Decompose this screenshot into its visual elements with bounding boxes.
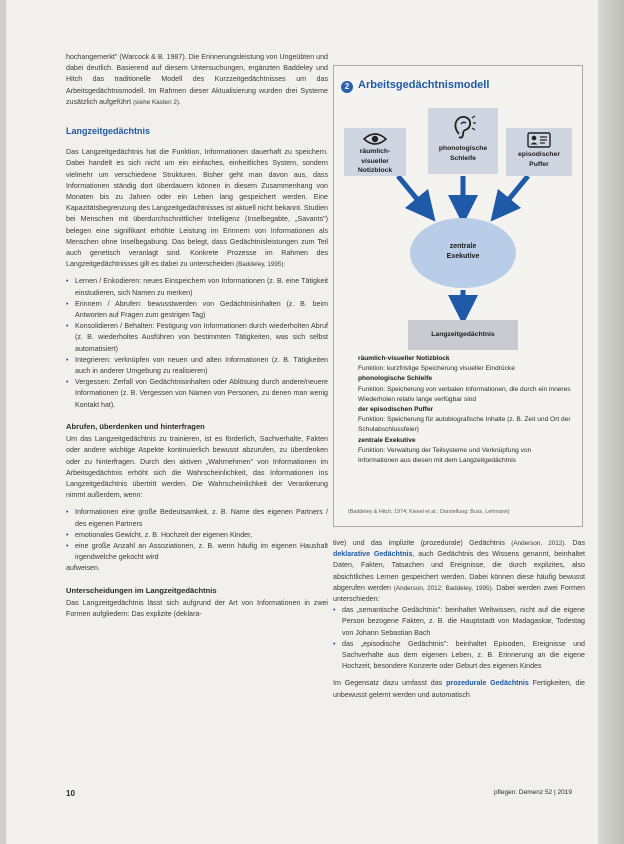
intro-text: hochangemerkt" (Warcock & B. 1987). Die Erinnerungsleistung von Ungeübten und dabei deutlich. Basierend auf diesem Untersuchungen, ergänzten Baddeley und Hitch das traditionelle Modell des Kurzzeitgedächtnisses um das Arbeitsgedächtnismodell. Im Rahmen dieser Aktualisierung wurden drei Systeme zusätzlich aufgeführt [66,53,328,106]
card-visuospatial-sketchpad [344,128,406,176]
closing-paragraph [333,678,585,700]
list-item: • das „semantische Gedächtnis": beinhaltet Weltwissen, nicht auf die eigene Person bezogene Fakten, z. B. die Hauptstadt von Madagaskar, Todestag von Johann Sebastian Bach [333,605,585,639]
card-line: räumlich- [359,148,391,155]
arrow-visuell [398,176,426,210]
legend-term: phonologische Schleife [358,375,433,383]
paragraph-reference: (Anderson, 2012; Baddeley, 1995). [393,584,494,592]
legend-desc: Funktion: Speicherung von verbalen Informationen, die durch ein inneres Wiederholen relativ lange verfügbar sind [358,385,571,403]
box-title: Arbeitsgedächtnismodell [358,79,490,91]
legend-desc: Funktion: kurzfristige Speicherung visueller Eindrücke [358,365,515,373]
intro-paragraph [66,52,328,108]
list-item: • emotionales Gewicht, z. B. Hochzeit der eigenen Kinder, [66,530,328,541]
list-tail: aufweisen. [66,564,100,573]
info-box [333,65,583,527]
box-number-badge: 2 [341,81,353,93]
left-column [66,52,328,626]
paragraph-text: Das Langzeitgedächtnis hat die Funktion, Informationen dauerhaft zu speichern. Dabei handelt es sich nicht um ein einfaches, einheitliches System, sondern vielmehr um verschiedene Strukturen. Bisher geht man davon aus, dass Informationen ständig dort überdauern können in diesem Zusammenhang von Monaten bis zu Jahren oder ein Leben lang gespeichert werden. Eine Kapazitätsbegrenzung des Langzeitgedächtnisses ist aktuell nicht bekannt. Studien bei Menschen mit überdurchschnittlicher Intelligenz (Inselbegabte, „Savants") belegen eine signifikant erhöhte Leistung im Erinnern von Informationen als Menschen ohne Inselbegabung. Das belegt, dass Gedächtnisleistungen zum Teil auch genetisch veranlagt sind. Konkrete Prozesse im Rahmen des Langzeitgedächtnisses gilt es dabei zu unterscheiden [66,148,328,269]
section-heading-langzeit: Langzeitgedächtnis [66,126,151,137]
paragraph-text: Fertigkeiten, die unbewusst gelernt werden und automatisch [333,679,585,699]
ellipse-line: Exekutive [446,253,480,260]
legend-desc: Funktion: Verwaltung der Teilsysteme und Verknüpfung von Informationen aus diesen mit dem Langzeitgedächtnis [358,446,532,465]
paragraph-continuation: tive) und das implizite (prozedurale) Gedächtnis (Anderson, 2012). Das deklarative Gedächtnis, auch Gedächtnis des Wissens genannt, beinhaltet Daten, Fakten, Tatsachen und Ereignisse, die durch explizites, also absichtliches Lernen gespeichert werden. Dabei können diese häufig bewusst abgerufen werden (Anderson, 2012; Baddeley, 1995). Dabei werden zwei Formen unterschieden: [333,539,585,604]
paragraph-abrufen: Um das Langzeitgedächtnis zu trainieren, ist es förderlich, Sachverhalte, Fakten oder andere wichtige Aspekte kontinuierlich bewusst abzurufen, zu überdenken oder zu hinterfragen. Durch den aktiven „Wahrnehmen" von Informationen im Arbeitsgedächtnis erhöht sich die Wahrscheinlichkeit, das Informationen ins Langzeitgedächtnis übertritt werden. Die Wahrscheinlichkeit der Verankerung nimmt außerdem, wenn: [66,435,328,500]
eye-icon [363,132,387,146]
list-item: • Erinnern / Abrufen: bewusstwerden von Gedächtnisinhalten (z. B. beim Antworten auf Fragen zum gestrigen Tag) [66,299,328,321]
central-executive-ellipse [410,218,516,288]
card-line: episodischer [518,151,560,158]
page-edge-shadow [598,0,624,844]
subheading-unterscheidungen: Unterscheidungen im Langzeitgedächtnis [66,585,217,595]
term-deklarativ: deklarative Gedächtnis [333,550,413,559]
paragraph-langzeit [66,147,328,270]
list-item: • Vergessen: Zerfall von Gedächtnisinhalten oder Ablösung durch andere/neuere Informationen (z. B. Vergessen von Namen von Personen, zu denen man wenig Kontakt hat). [66,377,328,411]
box-source-note: (Baddeley & Hitch, 1974; Kiesel et al.; Darstellung: Buss, Lehmann) [348,509,510,515]
legend-desc: Funktion: Speicherung für autobiografische Inhalte (z. B. Zeit und Ort der Schulabschlussfeier) [358,416,571,434]
card-long-term-memory [408,320,518,350]
memory-type-list [333,605,585,672]
card-line: Schleife [449,154,477,162]
term-prozedural: prozedurale Gedächtnis [446,679,529,688]
card-line: Puffer [529,160,549,168]
list-item: • Lernen / Enkodieren: neues Einspeichern von Informationen (z. B. eine Tätigkeit einstudieren, sich Namen zu merken) [66,276,328,298]
card-label: Langzeitgedächtnis [431,331,495,338]
card-phonological-loop [428,108,498,174]
list-item: • Informationen eine große Bedeutsamkeit, z. B. Name des eigenen Partners / des eigenen Partners [66,507,328,529]
journal-footer: pflegen: Demenz 52 | 2019 [494,789,572,796]
paragraph-reference: (Baddeley, 1995): [235,261,286,269]
arrow-episodisch [500,176,528,210]
card-episodic-buffer [506,128,572,176]
card-line: Notizblock [357,167,393,174]
legend-term: räumlich-visueller Notizblock [358,355,450,362]
paragraph-text: tive) und das implizite (prozedurale) Gedächtnis [333,539,505,547]
box-legend [358,354,572,466]
factor-list [66,507,328,563]
intro-reference: (siehe Kasten 2). [133,98,181,106]
legend-term: zentrale Exekutive [358,436,416,444]
paragraph-text: auch Gedächtnis des Wissens genannt, beinhaltet Daten, Fakten, Tatsachen und Ereignisse, die durch explizites, also absichtliches Lernen gespeichert werden. Dabei können diese häufig bewusst abgerufen werden [333,550,585,592]
paragraph-text: Im Gegensatz dazu umfasst das [333,679,443,688]
list-item: • Integrieren: verknüpfen von neuen und alten Informationen (z. B. Tätigkeiten auch in anderer Umgebung zu realisieren) [66,355,328,377]
id-card-icon [527,132,551,148]
ear-icon [450,114,476,140]
card-line: phonologische [438,145,488,152]
card-line: visueller [361,157,389,165]
list-item: • das „episodische Gedächtnis": beinhaltet Episoden, Ereignisse und Sachverhalte aus dem eigenen Leben, z. B. Erinnerung an die eigene Hochzeit, besondere Konzerte oder Geburt des eigenen Kindes [333,639,585,673]
page-number: 10 [66,789,75,798]
subheading-abrufen: Abrufen, überdenken und hinterfragen [66,421,205,431]
process-list [66,276,328,410]
memory-model-diagram [342,106,574,356]
paragraph-text: Dabei werden zwei Formen unterschieden: [333,583,585,604]
paragraph-reference: (Anderson, 2012). [511,540,567,547]
list-item: • Konsolidieren / Behalten: Festigung von Informationen durch wiederholten Abruf (z. B. wiederholtes Ausführen von bestimmten Tätigkeiten, was sich selbst automatisiert) [66,321,328,355]
document-page [6,0,598,844]
paragraph-unterscheidungen: Das Langzeitgedächtnis lässt sich aufgrund der Art von Informationen in zwei Formen aufgliedern: Das explizite (deklara- [66,598,328,618]
list-item: • eine große Anzahl an Assoziationen, z. B. wenn häufig im eigenen Haushalt irgendwelche gekocht wird [66,541,328,563]
ellipse-line: zentrale [449,243,477,250]
right-column [333,538,585,701]
legend-term: der episodischen Puffer [358,406,434,414]
